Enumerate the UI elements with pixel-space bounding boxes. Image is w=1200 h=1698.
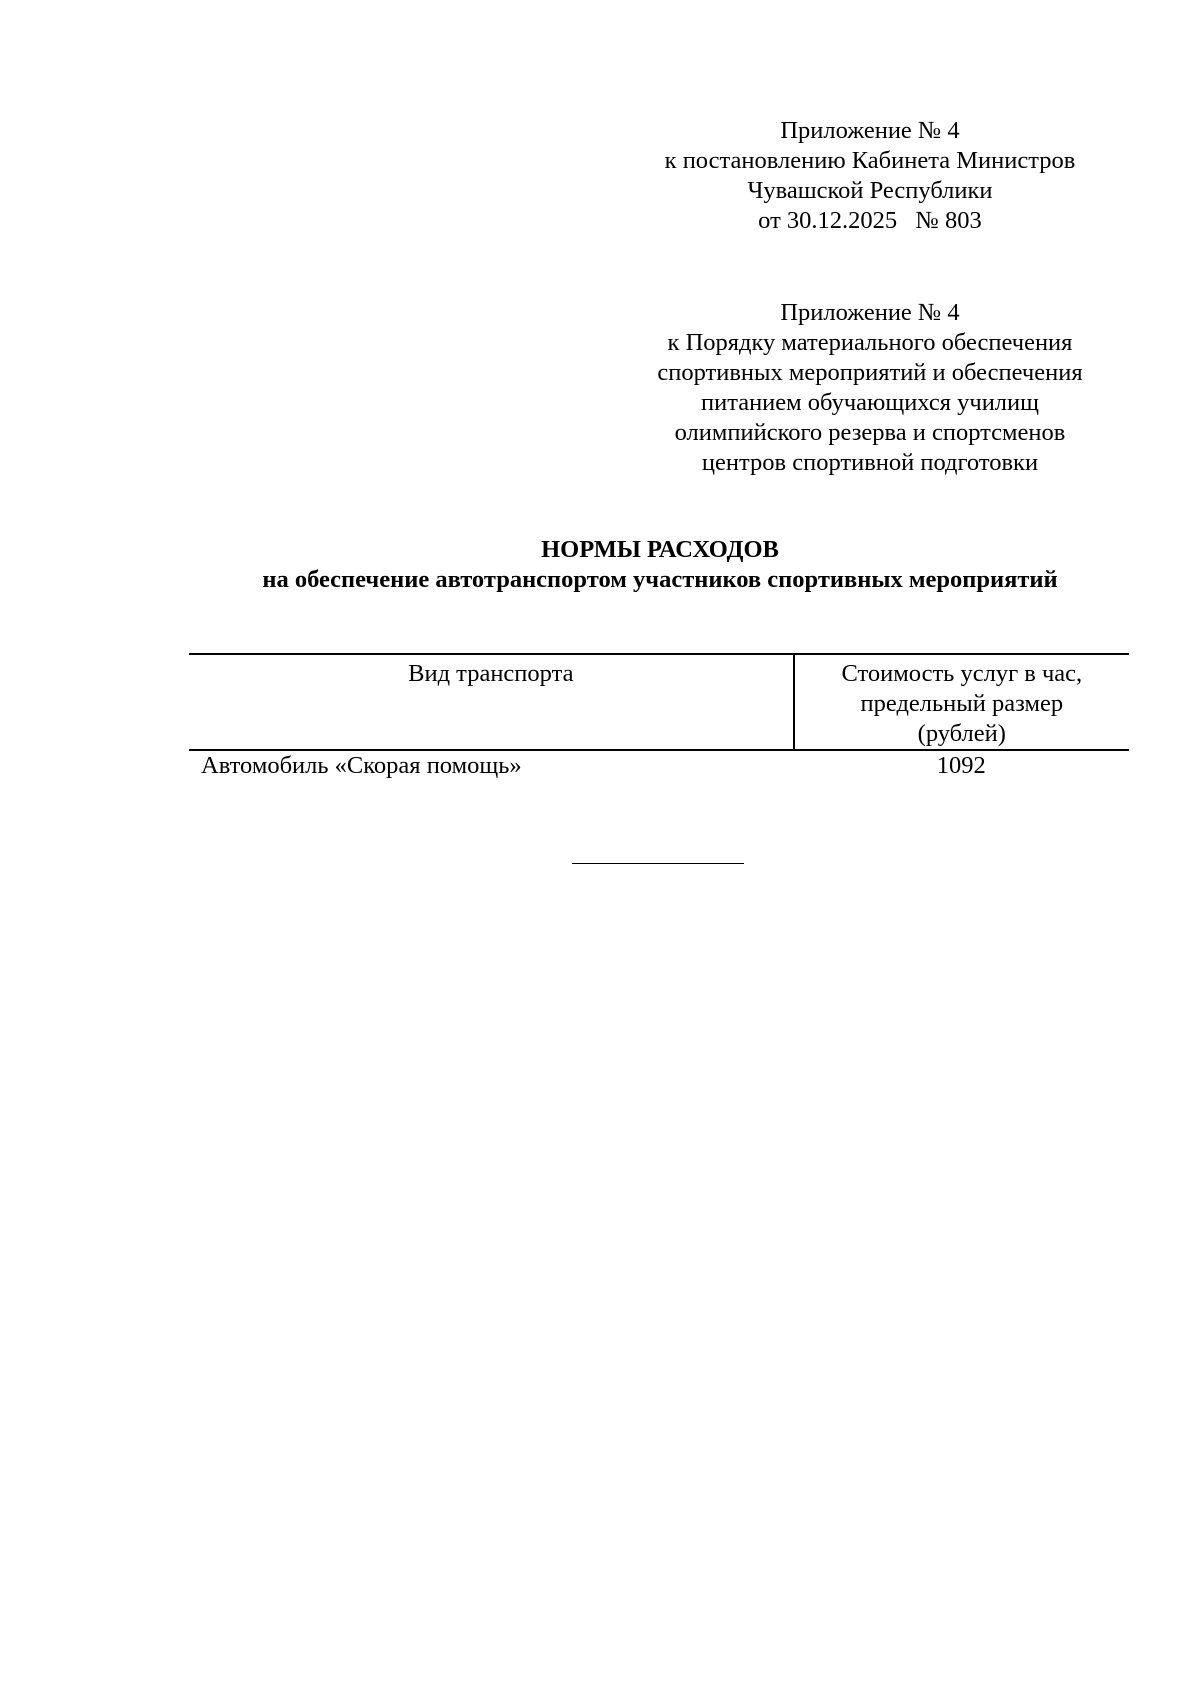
annex-order-line: центров спортивной подготовки [701,449,1039,476]
annex-order-line: спортивных мероприятий и обеспечения [657,359,1083,386]
closing-separator-line [572,863,744,864]
table-header-row [189,654,1129,750]
annex-order-line: олимпийского резерва и спортсменов [674,419,1066,446]
header-line: Вид транспорта [408,660,574,687]
annex-gov-line: к постановлению Кабинета Министров [664,147,1076,174]
annex-order-line: Приложение № 4 [780,299,960,326]
header-line: Стоимость услуг в час, [841,660,1083,687]
annex-gov-line: Приложение № 4 [780,117,960,144]
title-subtitle: на обеспечение автотранспортом участников спортивных мероприятий [262,566,1058,593]
cell-vehicle: Автомобиль «Скорая помощь» [201,752,522,779]
header-line: (рублей) [917,720,1006,747]
annex-gov-line: от 30.12.2025 № 803 [758,207,982,234]
annex-order-line: питанием обучающихся училищ [700,389,1040,416]
annex-order-line: к Порядку материального обеспечения [667,329,1073,356]
annex-gov-line: Чувашской Республики [747,177,993,204]
header-vehicle-type [189,654,794,750]
annex-government-resolution [620,116,1120,236]
header-line: предельный размер [860,690,1064,717]
header-cost-per-hour [794,654,1129,750]
table-row [189,750,1129,781]
annex-order [620,298,1120,478]
norms-table [189,653,1129,781]
cell-cost: 1092 [936,752,986,779]
document-title [60,535,1200,595]
title-main: НОРМЫ РАСХОДОВ [541,536,779,563]
